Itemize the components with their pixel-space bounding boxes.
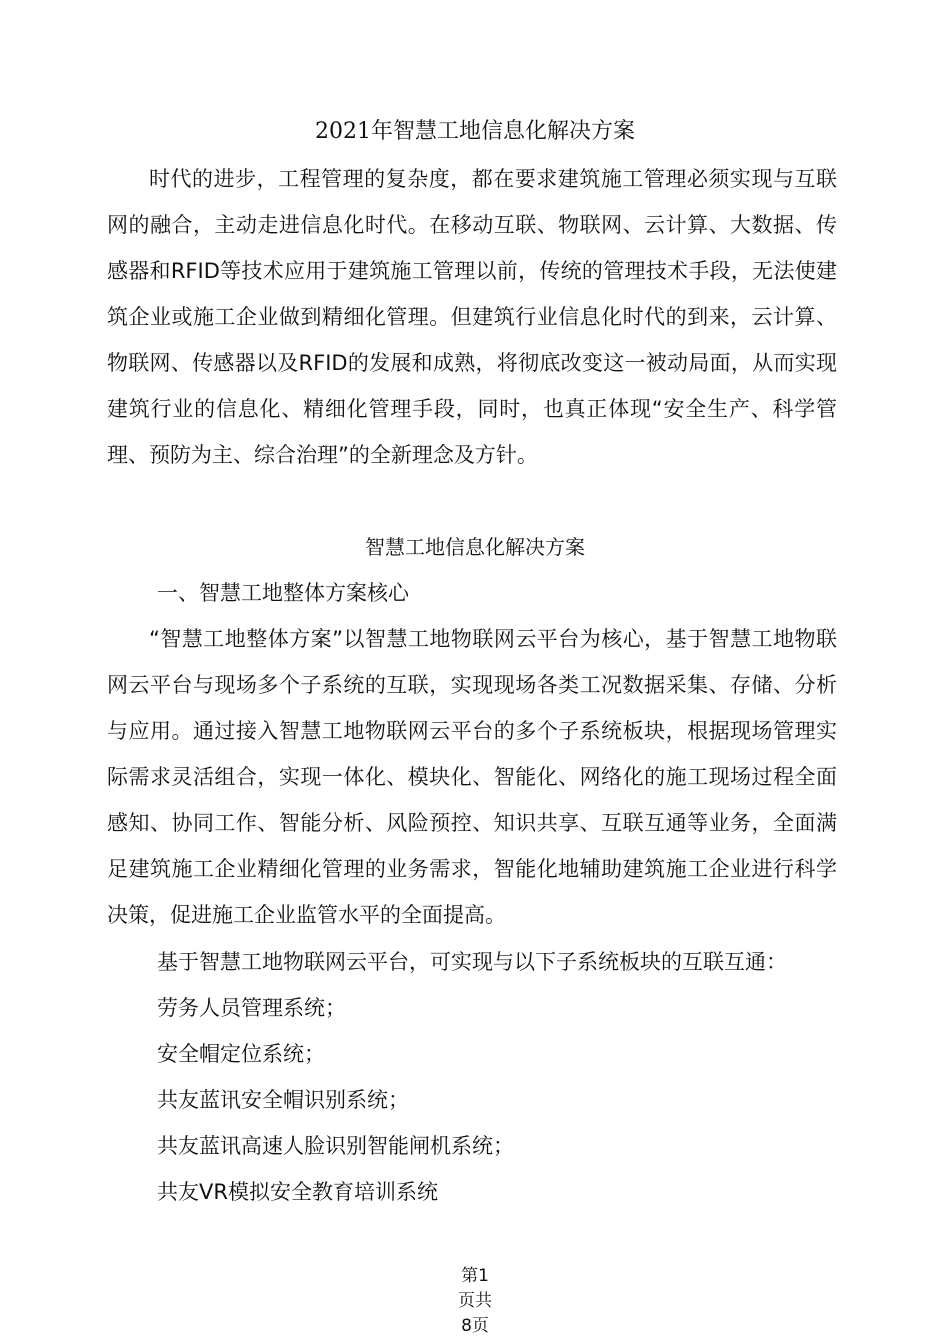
section-subtitle: 智慧工地信息化解决方案 bbox=[365, 535, 585, 559]
list-item: 共友VR模拟安全教育培训系统 bbox=[157, 1180, 438, 1204]
section-body-paragraph: “智慧工地整体方案”以智慧工地物联网云平台为核心，基于智慧工地物联网云平台与现场多个子系统的互联，实现现场各类工况数据采集、存储、分析与应用。通过接入智慧工地物联网云平台的多个子系统板块，根据现场管理实际需求灵活组合，实现一体化、模块化、智能化、网络化的施工现场过程全面感知、协同工作、智能分析、风险预控、知识共享、互联互通等业务，全面满足建筑施工企业精细化管理的业务需求，智能化地辅助建筑施工企业进行科学决策，促进施工企业监管水平的全面提高。 bbox=[107, 627, 837, 927]
intro-paragraph: 时代的进步，工程管理的复杂度，都在要求建筑施工管理必须实现与互联网的融合，主动走进信息化时代。在移动互联、物联网、云计算、大数据、传感器和RFID等技术应用于建筑施工管理以前，传统的管理技术手段，无法使建筑企业或施工企业做到精细化管理。但建筑行业信息化时代的到来，云计算、物联网、传感器以及RFID的发展和成熟，将彻底改变这一被动局面，从而实现建筑行业的信息化、精细化管理手段，同时，也真正体现“安全生产、科学管理、预防为主、综合治理”的全新理念及方针。 bbox=[107, 167, 837, 467]
page-number-footer bbox=[0, 1264, 950, 1339]
section-heading: 一、智慧工地整体方案核心 bbox=[157, 581, 409, 605]
list-item: 劳务人员管理系统； bbox=[157, 996, 346, 1020]
page-number-line: 第1 bbox=[461, 1266, 489, 1286]
page-number-line: 8页 bbox=[461, 1316, 489, 1336]
list-intro: 基于智慧工地物联网云平台，可实现与以下子系统板块的互联互通： bbox=[157, 950, 787, 974]
list-item: 安全帽定位系统； bbox=[157, 1042, 325, 1066]
list-item: 共友蓝讯安全帽识别系统； bbox=[157, 1088, 409, 1112]
list-item: 共友蓝讯高速人脸识别智能闸机系统； bbox=[157, 1134, 514, 1158]
document-title: 2021年智慧工地信息化解决方案 bbox=[315, 119, 635, 144]
page-number-line: 页共 bbox=[458, 1291, 492, 1311]
